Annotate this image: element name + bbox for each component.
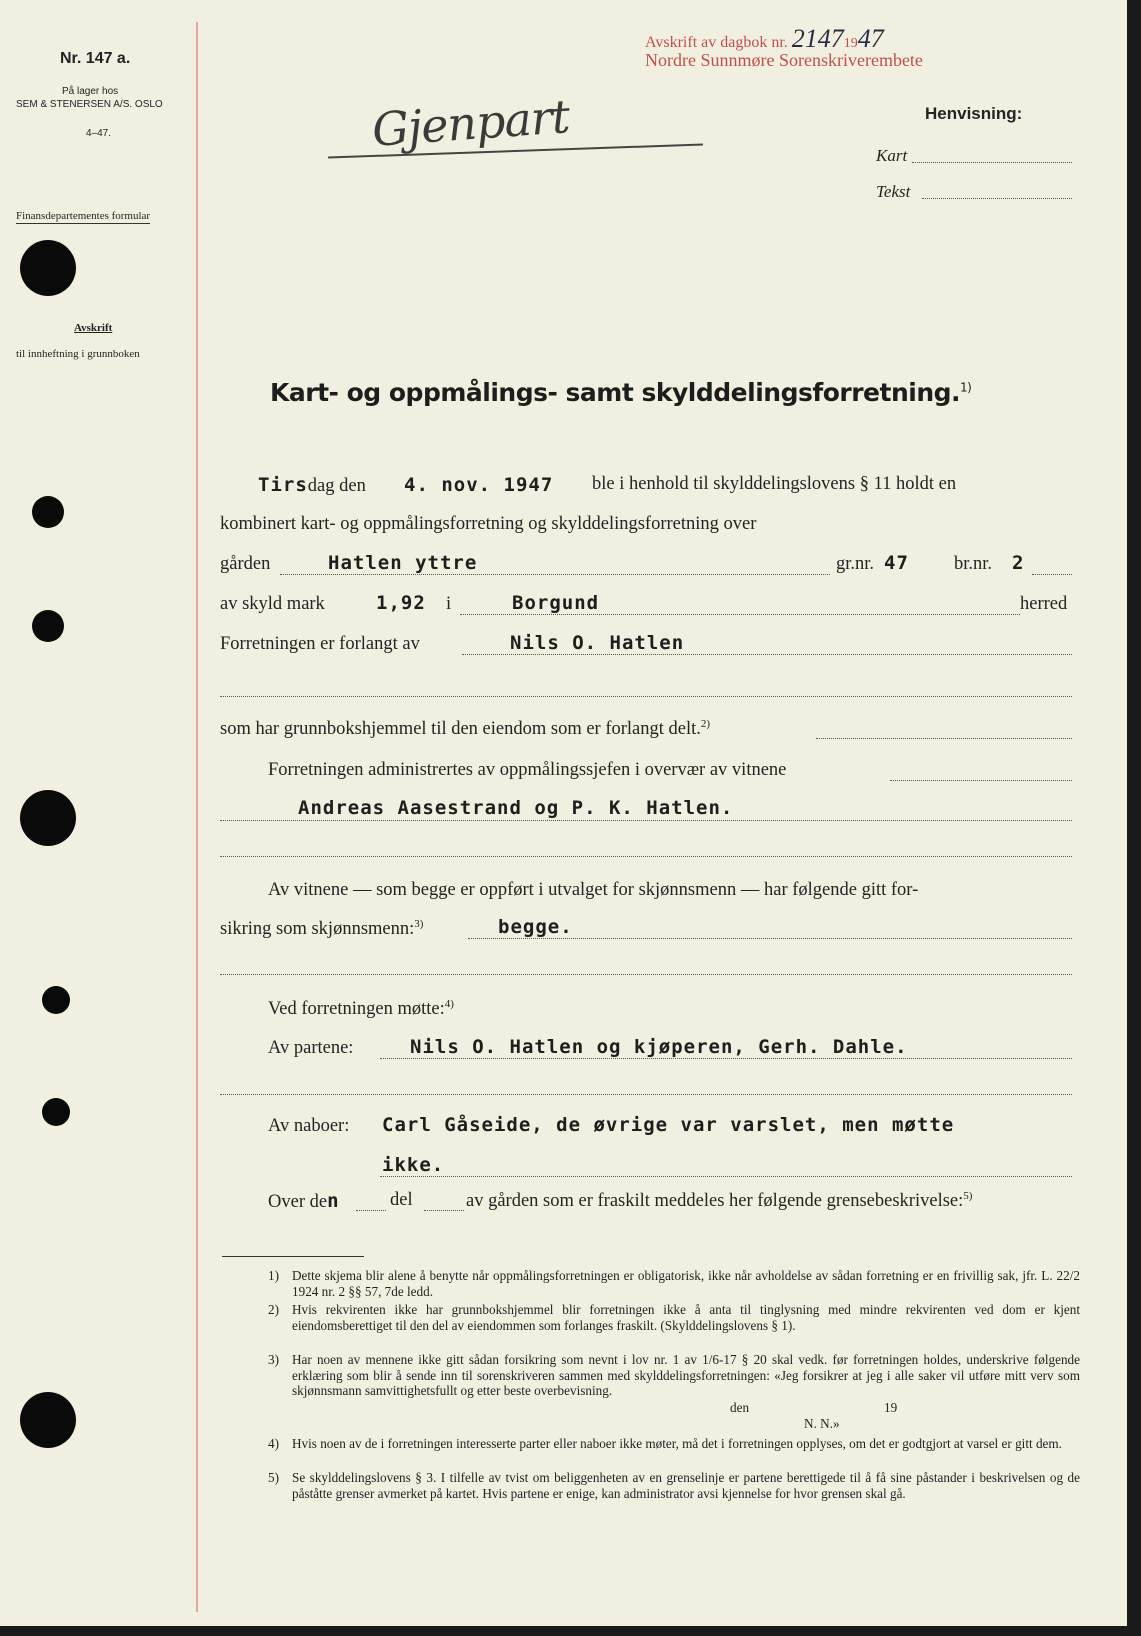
- day-typed: Tirs: [258, 474, 308, 496]
- footnote-number: 3): [268, 1352, 279, 1367]
- vitner-typed: Andreas Aasestrand og P. K. Hatlen.: [298, 797, 734, 819]
- holdt-text: ble i henhold til skylddelingslovens § 11 holdt en: [592, 474, 957, 494]
- publisher-line-2: SEM & STENERSEN A/S. OSLO: [16, 99, 163, 110]
- herred-label: herred: [1020, 594, 1068, 614]
- herred-typed: Borgund: [512, 592, 600, 614]
- reference-label: Henvisning:: [925, 104, 1023, 123]
- grense-text: av gården som er fraskilt meddeles her følgende grensebeskrivelse:: [466, 1191, 964, 1212]
- binder-hole: [32, 496, 64, 528]
- brnr-typed: 2: [1012, 552, 1025, 574]
- handwritten-title: Gjenpart: [370, 89, 571, 157]
- footnote-text: Se skylddelingslovens § 3. I tilfelle av tvist om beliggenheten av en grenselinje er partene berettigede til å få sine påstander i beskrivelsen og de påståtte grenser avmerket på kartet. Hvis partene er enige, kan administrator avsi kjennelse for hvor grensen skal gå.: [292, 1470, 1080, 1501]
- publisher-line-1: På lager hos: [62, 86, 119, 97]
- del-label: del: [390, 1190, 413, 1210]
- over-typed: n: [327, 1190, 340, 1212]
- footnote-3-den: den: [730, 1400, 750, 1415]
- grunnbok-footnote-ref: 2): [700, 718, 711, 730]
- forlangt-typed: Nils O. Hatlen: [510, 632, 685, 654]
- stamp-year-prefix: 19: [843, 36, 858, 51]
- grense-line: [466, 1190, 972, 1212]
- stamp-year: 47: [857, 24, 884, 53]
- stamp: [645, 24, 923, 71]
- binder-hole: [42, 986, 70, 1014]
- i-label: i: [446, 594, 452, 614]
- form-title: [270, 378, 971, 407]
- footnote-text: Hvis rekvirenten ikke har grunnbokshjemmel blir forretningen ikke å anta til tinglysning med mindre rekvirenten ved dom er kjent eiendomsberettiget til den del av eiendommen som forlanges fraskilt. (Skylddelingslovens § 1).: [292, 1302, 1080, 1333]
- stamp-office: Nordre Sunnmøre Sorenskriverembete: [645, 50, 923, 70]
- date-typed: 4. nov. 1947: [404, 474, 554, 496]
- grense-footnote-ref: 5): [963, 1190, 973, 1202]
- begge-line: [468, 938, 1072, 939]
- footnote-3-year: 19: [884, 1400, 898, 1415]
- begge-line-2: [220, 974, 1072, 975]
- kart-label: Kart: [876, 146, 908, 165]
- garden-label: gården: [220, 554, 271, 574]
- naboer-typed-2: ikke.: [382, 1154, 445, 1176]
- footnote-3: [268, 1352, 1080, 1399]
- herred-line: [460, 614, 1020, 615]
- footnote-number: 2): [268, 1302, 279, 1317]
- naboer-label: Av naboer:: [268, 1116, 350, 1136]
- brnr-line: [1032, 574, 1072, 575]
- binder-hole: [20, 1392, 76, 1448]
- skyld-label: av skyld mark: [220, 594, 325, 614]
- forlangt-line: [462, 654, 1072, 655]
- grnr-typed: 47: [884, 552, 909, 574]
- kart-line: [912, 162, 1072, 163]
- naboer-line: [380, 1176, 1072, 1177]
- dag-den-label: dag den: [307, 476, 366, 496]
- binder-hole: [20, 790, 76, 846]
- partene-typed: Nils O. Hatlen og kjøperen, Gerh. Dahle.: [410, 1036, 908, 1058]
- title-footnote-ref: 1): [960, 380, 972, 395]
- vitne-text-2: sikring som skjønnsmenn:: [220, 919, 415, 940]
- department-label: Finansdepartementes formular: [16, 210, 151, 222]
- grunnbok-dots: [816, 738, 1072, 739]
- stamp-text: Avskrift av dagbok nr.: [645, 34, 788, 51]
- print-date: 4–47.: [86, 128, 112, 139]
- avskrift-note: til innheftning i grunnboken: [16, 348, 140, 360]
- footnote-text: Dette skjema blir alene å benytte når oppmålingsforretningen er obligatorisk, ikke når avholdelse av sådan forretning er en frivillig sak, jfr. L. 22/2 1924 nr. 2 §§ 57, 7de ledd.: [292, 1268, 1080, 1299]
- vitner-line-2: [220, 856, 1072, 857]
- brnr-label: br.nr.: [954, 554, 993, 574]
- admin-dots: [890, 780, 1072, 781]
- admin-text: Forretningen administrertes av oppmålingssjefen i overvær av vitnene: [268, 760, 787, 780]
- garden-typed: Hatlen yttre: [328, 552, 478, 574]
- footnote-separator: [222, 1256, 364, 1257]
- margin-rule: [196, 22, 198, 1612]
- footnote-1: [268, 1268, 1080, 1299]
- begge-typed: begge.: [498, 916, 573, 938]
- garden-line: [280, 574, 830, 575]
- skyld-typed: 1,92: [376, 592, 426, 614]
- footnote-5: [268, 1470, 1080, 1501]
- footnote-2: [268, 1302, 1080, 1333]
- form-number: Nr. 147 a.: [60, 50, 131, 67]
- grnr-label: gr.nr.: [836, 554, 875, 574]
- vitne-line-2: [220, 918, 423, 940]
- naboer-typed-1: Carl Gåseide, de øvrige var varslet, men møtte: [382, 1114, 955, 1136]
- footnote-4: [268, 1436, 1080, 1452]
- avskrift-label: Avskrift: [74, 322, 113, 334]
- motte-text: Ved forretningen møtte:: [268, 999, 445, 1020]
- over-label: Over de: [268, 1192, 328, 1212]
- forlangt-label: Forretningen er forlangt av: [220, 634, 420, 654]
- footnote-number: 1): [268, 1268, 279, 1283]
- vitne-footnote-ref: 3): [414, 918, 424, 930]
- grunnbok-line: [220, 718, 710, 740]
- kombinert-text: kombinert kart- og oppmålingsforretning og skylddelingsforretning over: [220, 514, 757, 534]
- footnote-number: 5): [268, 1470, 279, 1485]
- tekst-label: Tekst: [876, 182, 911, 201]
- footnote-3-nn: N. N.»: [804, 1416, 840, 1431]
- binder-hole: [20, 240, 76, 296]
- partene-line-2: [220, 1094, 1072, 1095]
- footnote-number: 4): [268, 1436, 279, 1451]
- vitner-line: [220, 820, 1072, 821]
- binder-hole: [42, 1098, 70, 1126]
- blank-line: [220, 696, 1072, 697]
- form-title-text: Kart- og oppmålings- samt skylddelingsforretning.: [270, 378, 961, 407]
- footnote-text: Har noen av mennene ikke gitt sådan forsikring som nevnt i lov nr. 1 av 1/6-17 § 20 skal vedk. før forretningen holdes, underskrive følgende erklæring som blir å sende inn til sorenskriveren sammen med skylddelingsforretningen: «Jeg forsikrer at jeg i alle saker vil utføre mitt verv som skjønnsmann samvittighetsfullt og etter beste overbevisning.: [292, 1352, 1080, 1399]
- grunnbok-text: som har grunnbokshjemmel til den eiendom som er forlangt delt.: [220, 719, 701, 740]
- date-line: [258, 474, 366, 497]
- over-dots: [356, 1210, 386, 1211]
- vitne-text-1: Av vitnene — som begge er oppført i utvalget for skjønnsmenn — har følgende gitt for-: [268, 880, 919, 900]
- binder-hole: [32, 610, 64, 642]
- partene-line: [380, 1058, 1072, 1059]
- over-line: [268, 1190, 340, 1213]
- footnote-text: Hvis noen av de i forretningen interesserte parter eller naboer ikke møter, må det i forretningen opplyses, om det er godtgjort at varsel er gitt dem.: [292, 1436, 1062, 1451]
- stamp-dagbok-nr: 2147: [791, 24, 844, 53]
- motte-line: [268, 998, 454, 1020]
- del-dots: [424, 1210, 464, 1211]
- motte-footnote-ref: 4): [444, 998, 454, 1010]
- tekst-line: [922, 198, 1072, 199]
- partene-label: Av partene:: [268, 1038, 354, 1058]
